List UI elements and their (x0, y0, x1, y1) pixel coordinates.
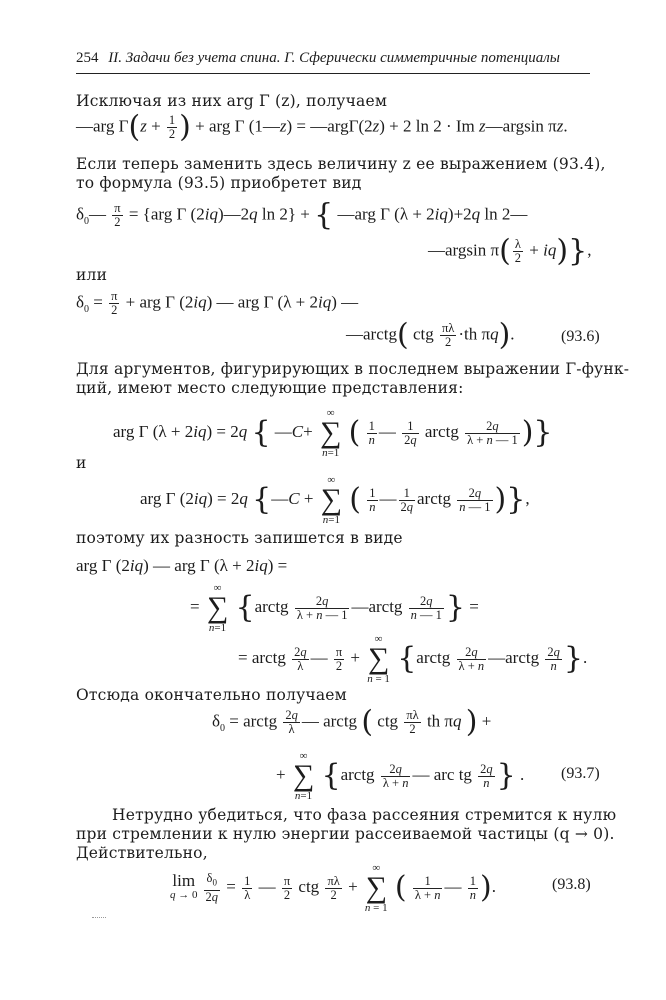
formula-6-line-3: = arctg $\frac{2q}{\lambda}$ — $\frac{\pi}{2}$ + ∞ ∑ n = 1 {arctg $\frac{2q}{\lambda + n}$ —arctg $\frac{2q}{n}$ }. (238, 633, 588, 685)
paragraph-2b: то формула (93.5) приобретет вид (76, 174, 362, 192)
word-and: и (76, 454, 87, 472)
equation-number-93-6: (93.6) (561, 328, 600, 345)
running-header (76, 50, 590, 67)
formula-7-line-2: + ∞ ∑ n=1 {arctg $\frac{2q}{\lambda + n}$ — arc tg $\frac{2q}{n}$ } . (276, 750, 525, 802)
header-rule (76, 73, 590, 74)
paragraph-3b: ций, имеют место следующие представления: (76, 379, 464, 397)
formula-4: arg Γ (λ + 2iq) = 2q { —C+ ∞ ∑ n=1 ( $\frac{1}{n}$ — $\frac{1}{2q}$ arctg $\frac{2q}{\lambda + n — 1}$ )} (113, 407, 553, 459)
formula-6-line-1: arg Γ (2iq) — arg Γ (λ + 2iq) = (76, 556, 288, 575)
paragraph-6b: при стремлении к нулю энергии рассеиваемой частицы (q → 0). (76, 825, 615, 843)
formula-3-line-2: —arctg( ctg $\frac{\pi\lambda}{2}$ ·th πq). (346, 317, 515, 353)
equation-number-93-7: (93.7) (561, 765, 600, 782)
paragraph-1: Исключая из них arg Γ (z), получаем (76, 92, 388, 110)
formula-2-line-1: $\delta_0—$ $\frac{\pi}{2}$ = {arg Γ (2iq)—2q ln 2} + { —arg Γ (λ + 2iq)+2q ln 2— (76, 197, 528, 233)
paragraph-5: Отсюда окончательно получаем (76, 686, 347, 704)
formula-1: —arg Γ(z + $\frac{1}{2}$ ) + arg Γ (1—z) = —argΓ(2z) + 2 ln 2 · Im z—argsin πz. (76, 109, 568, 145)
header-title: II. Задачи без учета спина. Г. Сферически симметричные потенциалы (108, 50, 560, 66)
paragraph-4: поэтому их разность запишется в виде (76, 529, 403, 547)
word-or: или (76, 266, 108, 284)
formula-3-line-1: $\delta_0$ = $\frac{\pi}{2}$ + arg Γ (2iq) — arg Γ (λ + 2iq) — (76, 289, 359, 317)
paragraph-6a: Нетрудно убедиться, что фаза рассеяния стремится к нулю (112, 806, 617, 824)
page-number: 254 (76, 50, 99, 66)
paragraph-2a: Если теперь заменить здесь величину z ее выражением (93.4), (76, 155, 606, 173)
paragraph-6c: Действительно, (76, 844, 208, 862)
equation-number-93-8: (93.8) (552, 876, 591, 893)
scan-mark (92, 917, 106, 918)
formula-2-line-2: —argsin π( $\frac{\lambda}{2}$ + iq)}, (428, 233, 592, 269)
formula-6-line-2: = ∞ ∑ n=1 {arctg $\frac{2q}{\lambda + n — 1}$ —arctg $\frac{2q}{n — 1}$ } = (190, 582, 479, 634)
formula-8: lim q → 0 $\frac{\delta_0}{2q}$ = $\frac{1}{\lambda}$ — $\frac{\pi}{2}$ ctg $\frac{\pi\lambda}{2}$ + ∞ ∑ n = 1 ( $\frac{1}{\lambda + n}$ — $\frac{1}{n}$ ). (170, 862, 496, 914)
formula-7-line-1: $\delta_0$ = arctg $\frac{2q}{\lambda}$ — arctg ( ctg $\frac{\pi\lambda}{2}$ th πq ) + (212, 704, 492, 740)
paragraph-3a: Для аргументов, фигурирующих в последнем выражении Γ-функ- (76, 360, 630, 378)
formula-5: arg Γ (2iq) = 2q {—C + ∞ ∑ n=1 ( $\frac{1}{n}$ — $\frac{1}{2q}$ arctg $\frac{2q}{n — 1}$ )}, (140, 474, 530, 526)
